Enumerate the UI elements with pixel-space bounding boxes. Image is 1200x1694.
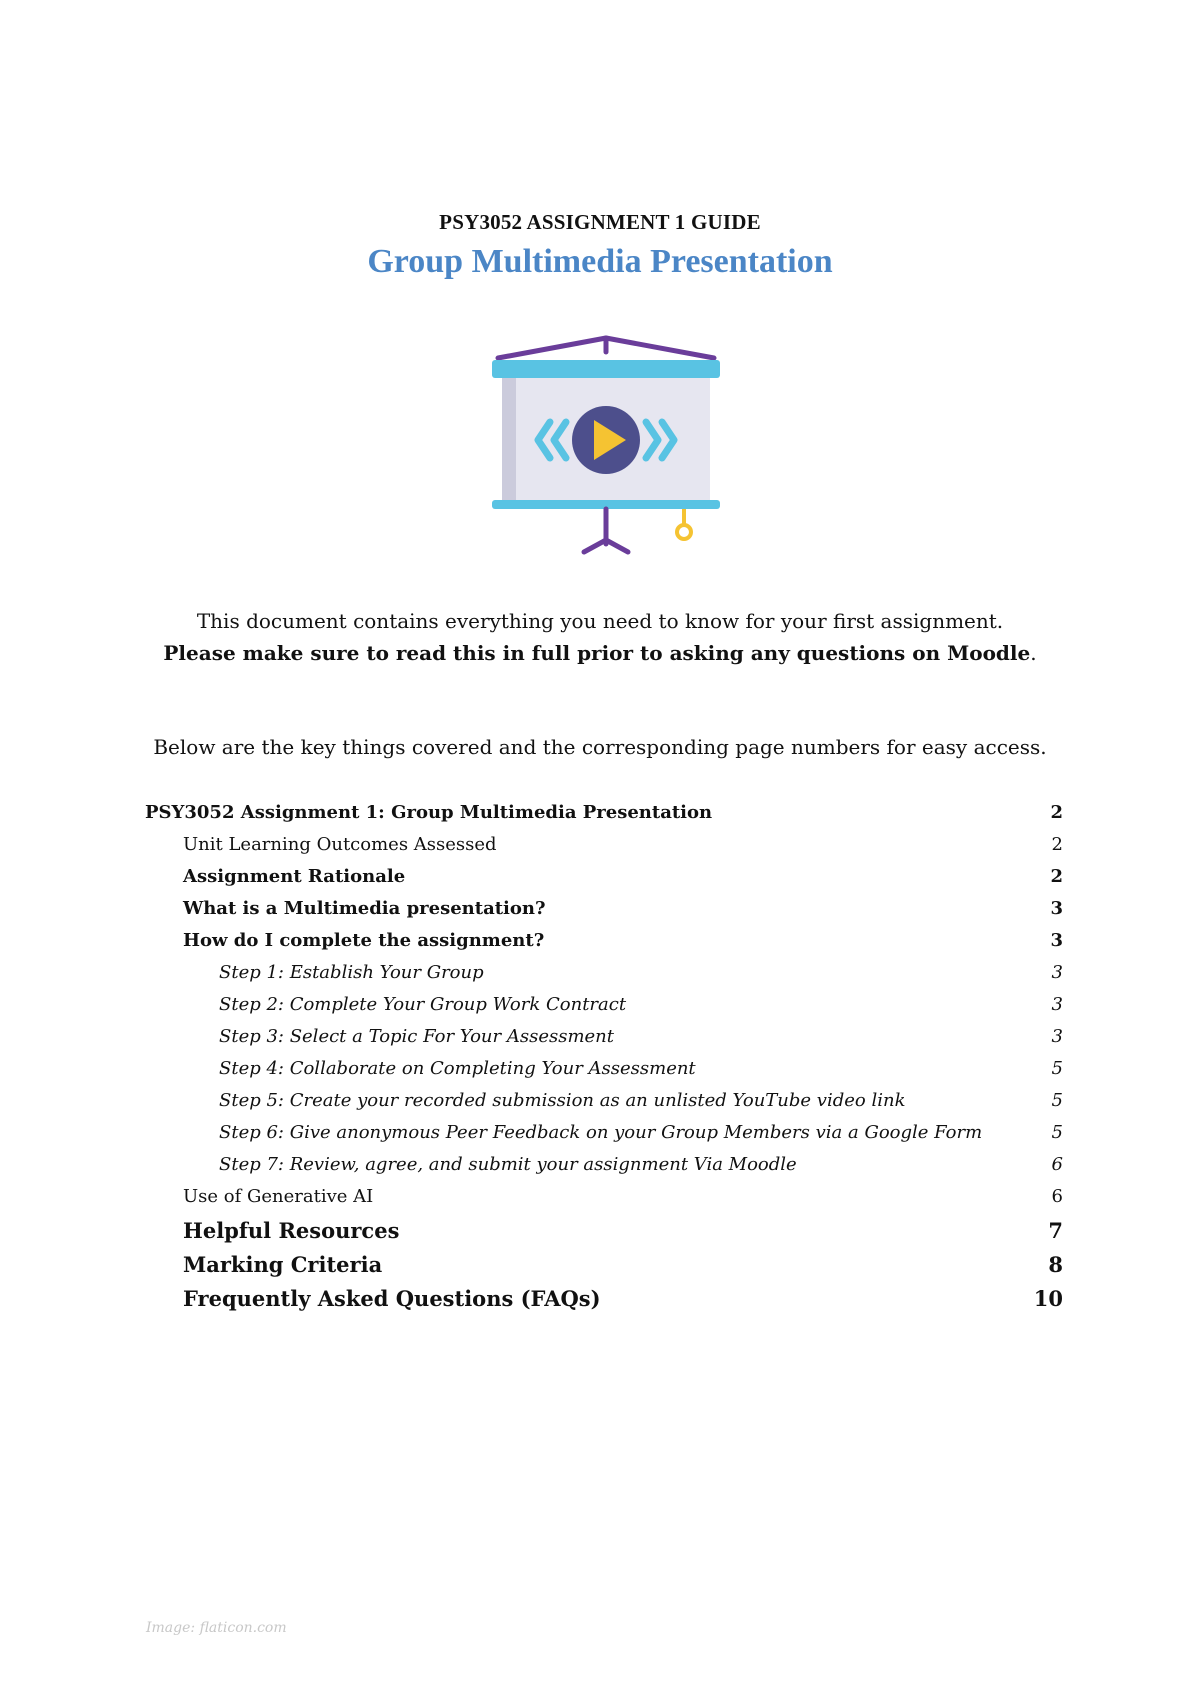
- toc-item-label: How do I complete the assignment?: [183, 930, 545, 951]
- toc-item-step-5[interactable]: [145, 1090, 1063, 1122]
- document-header: [0, 210, 1200, 281]
- toc-item-page: 10: [1033, 1286, 1063, 1311]
- toc-item-page: 3: [1051, 962, 1063, 983]
- toc-item-label: Step 4: Collaborate on Completing Your Assessment: [219, 1058, 696, 1079]
- image-credit: Image: flaticon.com: [146, 1620, 287, 1636]
- toc-item-label: Unit Learning Outcomes Assessed: [183, 834, 497, 855]
- toc-item-page: 3: [1051, 1026, 1063, 1047]
- toc-item-step-6[interactable]: [145, 1122, 1063, 1154]
- toc-item-label: Frequently Asked Questions (FAQs): [183, 1286, 601, 1311]
- toc-item-page: 3: [1051, 994, 1063, 1015]
- intro-period: .: [1030, 641, 1037, 665]
- toc-item-what-is-multimedia[interactable]: [145, 898, 1063, 930]
- toc-item-step-2[interactable]: [145, 994, 1063, 1026]
- toc-item-page: 2: [1050, 802, 1063, 823]
- toc-item-page: 6: [1051, 1186, 1063, 1207]
- toc-item-page: 2: [1051, 834, 1063, 855]
- toc-item-page: 6: [1051, 1154, 1063, 1175]
- toc-item-label: Step 3: Select a Topic For Your Assessment: [219, 1026, 614, 1047]
- toc-item-label: Step 5: Create your recorded submission as an unlisted YouTube video link: [219, 1090, 906, 1111]
- intro-text: [0, 605, 1200, 669]
- toc-item-marking-criteria[interactable]: [145, 1252, 1063, 1286]
- toc-intro-note: Below are the key things covered and the corresponding page numbers for easy access.: [153, 735, 1047, 759]
- toc-item-page: 2: [1050, 866, 1063, 887]
- toc-item-step-4[interactable]: [145, 1058, 1063, 1090]
- toc-item-generative-ai[interactable]: [145, 1186, 1063, 1218]
- toc-item-label: Step 6: Give anonymous Peer Feedback on your Group Members via a Google Form: [219, 1122, 983, 1143]
- table-of-contents: [145, 802, 1063, 1320]
- toc-item-label: Step 1: Establish Your Group: [219, 962, 484, 983]
- toc-item-label: Marking Criteria: [183, 1252, 383, 1277]
- toc-item-page: 3: [1050, 898, 1063, 919]
- toc-item-how-to-complete[interactable]: [145, 930, 1063, 962]
- toc-item-page: 8: [1048, 1252, 1063, 1277]
- toc-item-label: Step 2: Complete Your Group Work Contract: [219, 994, 627, 1015]
- toc-item-faqs[interactable]: [145, 1286, 1063, 1320]
- toc-item-step-3[interactable]: [145, 1026, 1063, 1058]
- toc-item-label: Assignment Rationale: [183, 866, 406, 887]
- toc-item-label: Helpful Resources: [183, 1218, 400, 1243]
- toc-item-page: 5: [1051, 1090, 1063, 1111]
- course-title: PSY3052 ASSIGNMENT 1 GUIDE: [439, 210, 761, 234]
- toc-item-page: 7: [1048, 1218, 1063, 1243]
- main-title: Group Multimedia Presentation: [367, 243, 833, 280]
- toc-item-learning-outcomes[interactable]: [145, 834, 1063, 866]
- toc-item-label: What is a Multimedia presentation?: [183, 898, 546, 919]
- toc-item-page: 5: [1051, 1058, 1063, 1079]
- toc-item-helpful-resources[interactable]: [145, 1218, 1063, 1252]
- toc-item-rationale[interactable]: [145, 866, 1063, 898]
- intro-bold-notice: Please make sure to read this in full prior to asking any questions on Moodle: [163, 641, 1031, 665]
- toc-item-label: Use of Generative AI: [183, 1186, 374, 1207]
- toc-item-step-1[interactable]: [145, 962, 1063, 994]
- toc-item-page: 5: [1051, 1122, 1063, 1143]
- toc-item-step-7[interactable]: [145, 1154, 1063, 1186]
- toc-item-label: Step 7: Review, agree, and submit your assignment Via Moodle: [219, 1154, 797, 1175]
- intro-line-1: This document contains everything you need to know for your first assignment.: [196, 609, 1004, 633]
- intro-line-2: [0, 637, 1200, 669]
- toc-item-page: 3: [1050, 930, 1063, 951]
- toc-item-label: PSY3052 Assignment 1: Group Multimedia Presentation: [145, 802, 713, 823]
- toc-item-assignment-title[interactable]: [145, 802, 1063, 834]
- presentation-screen-play-icon: [488, 330, 724, 558]
